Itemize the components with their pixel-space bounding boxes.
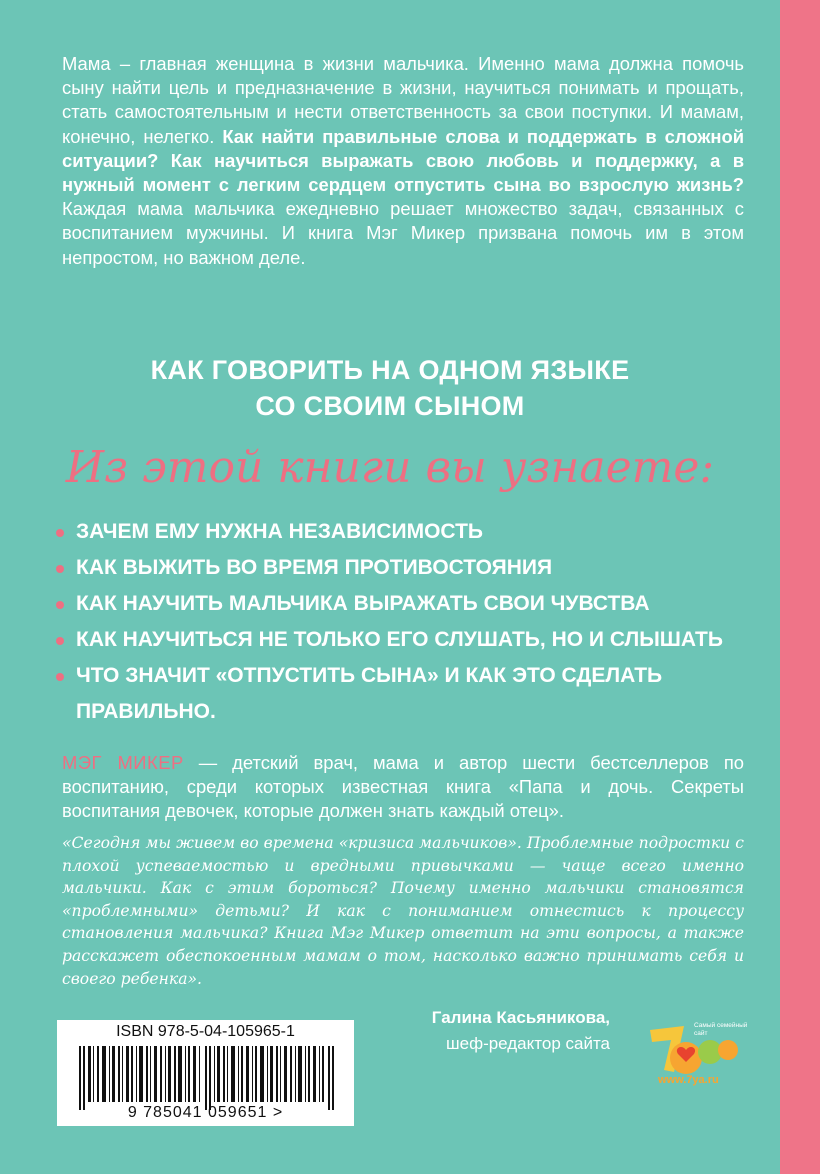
bullet-dot-icon [56,637,64,645]
author-bio-text: — детский врач, мама и автор шести бестселлеров по воспитанию, среди которых известная книга «Папа и дочь. Секреты воспитания девочек, которые должен знать каждый отец». [62,752,745,822]
intro-text: Мама – главная женщина в жизни мальчика. Именно мама должна помочь сыну найти цель и предназначение в жизни, научиться понимать и прощать, стать самостоятельным и нести ответственность за свои поступки. И мамам, конечно, нелегко. [62,53,744,147]
subtitle-line-2: СО СВОИМ СЫНОМ [255,391,525,421]
isbn-barcode [57,1020,354,1126]
review-quote: «Сегодня мы живем во времена «кризиса мальчиков». Проблемные подростки с плохой успеваемостью и вредными привычками — чаще всего именно мальчики. Как с этим бороться? Почему именно мальчики становятся «проблемными» детьми? И как с пониманием отнестись к процессу становления мальчика? Книга Мэг Микер ответит на эти вопросы, а также расскажет обеспокоенным мамам о том, насколько важно принимать себя и своего ребенка». [62,834,744,988]
isbn-label: ISBN 978-5-04-105965-1 [116,1023,295,1040]
subtitle [40,352,740,424]
bullet-item: КАК НАУЧИТЬСЯ НЕ ТОЛЬКО ЕГО СЛУШАТЬ, НО И СЛЫШАТЬ [52,622,752,658]
barcode-icon [79,1046,341,1110]
signature-name: Галина Касьяникова, [431,1008,610,1027]
bullet-dot-icon [56,529,64,537]
logo-tagline: Самый семейный сайт [694,1022,748,1037]
subtitle-line-1: КАК ГОВОРИТЬ НА ОДНОМ ЯЗЫКЕ [150,355,630,385]
intro-paragraph [62,52,744,270]
bullet-dot-icon [56,565,64,573]
bullet-list [52,514,752,730]
bullet-item: КАК НАУЧИТЬ МАЛЬЧИКА ВЫРАЖАТЬ СВОИ ЧУВСТВА [52,586,752,622]
bullet-dot-icon [56,601,64,609]
bullet-item: ЧТО ЗНАЧИТ «ОТПУСТИТЬ СЫНА» И КАК ЭТО СДЕЛАТЬ ПРАВИЛЬНО. [52,658,752,730]
intro-bold-text: Как найти правильные слова и поддержать в сложной ситуации? Как научиться выражать свою любовь и поддержку, а в нужный момент с легким сердцем отпустить сына во взрослую жизнь? [62,125,745,196]
quote-signature [432,1005,610,1057]
bullet-item: КАК ВЫЖИТЬ ВО ВРЕМЯ ПРОТИВОСТОЯНИЯ [52,550,752,586]
bullet-dot-icon [56,673,64,681]
author-bio [62,751,744,824]
logo-url[interactable]: www.7ya.ru [658,1074,719,1086]
bullet-item: ЗАЧЕМ ЕМУ НУЖНА НЕЗАВИСИМОСТЬ [52,514,752,550]
isbn-digits: 9 785041 059651 > [127,1104,284,1121]
author-name: МЭГ МИКЕР [62,752,184,773]
script-heading: Из этой книги вы узнаете: [65,442,715,493]
spine-stripe [780,0,820,1174]
signature-role: шеф-редактор сайта [445,1034,610,1053]
intro-text-end: Каждая мама мальчика ежедневно решает множество задач, связанных с воспитанием мужчины. И книга Мэг Микер призвана помочь им в этом непростом, но важном деле. [62,198,744,268]
